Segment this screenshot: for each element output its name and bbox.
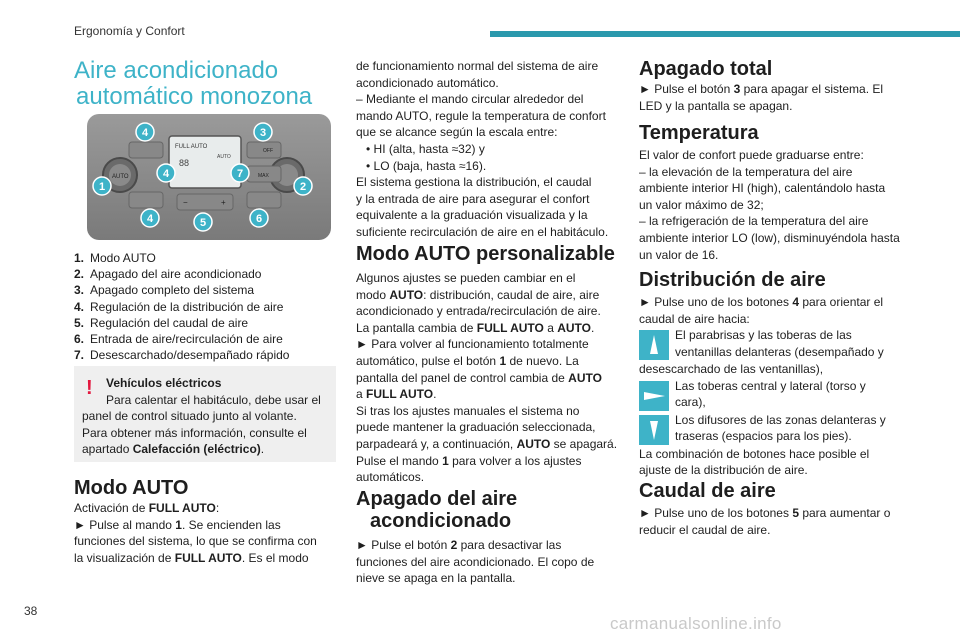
page-title-line1: Aire acondicionado xyxy=(74,57,279,84)
max-button-label: MAX xyxy=(258,173,269,179)
apagado-aire-text: ► Pulse el botón 2 para desactivar las funciones del aire acondicionado. El copo de nieve se apaga en la pantalla. xyxy=(356,538,595,586)
distribution-option-face: Las toberas central y lateral (torso y cara), xyxy=(639,378,907,412)
face-airflow-icon xyxy=(639,381,669,411)
display-full-auto: FULL AUTO xyxy=(175,144,208,150)
callout: 1 xyxy=(98,181,106,193)
heading-modo-auto: Modo AUTO xyxy=(74,477,189,499)
list-item: 6. Entrada de aire/recirculación de aire xyxy=(74,332,283,347)
controls-list xyxy=(74,250,338,363)
callout: 4 xyxy=(146,213,154,225)
header-accent-bar xyxy=(490,31,960,37)
callout: 5 xyxy=(199,217,207,229)
list-item: 7. Desescarchado/desempañado rápido xyxy=(74,348,290,363)
heading-caudal: Caudal de aire xyxy=(639,480,776,502)
modo-auto-continuation: de funcionamiento normal del sistema de aire acondicionado automático. – Mediante el mando circular alrededor del mando AUTO, regule la temperatura de confort que se alcance según la escala entre: • HI (alta, hasta ≈32) y • LO (baja, hasta ≈16). El sistema gestiona la distribución, el caudal y la entrada de aire para asegurar el confort equivalente a la graduación visualizada y la suficiente recirculación de aire en el habitáculo. xyxy=(356,59,609,239)
personalizable-text: Algunos ajustes se pueden cambiar en el modo AUTO: distribución, caudal de aire, aire acondicionado y entrada/recirculación de aire. La pantalla cambia de FULL AUTO a AUTO. ► Para volver al funcionamiento totalmente automático, pulse el botón 1 de nuevo. La pantalla del panel de control cambia de AUTO a FULL AUTO. Si tras los ajustes manuales el sistema no puede mantener la graduación seleccionada, parpadeará y, a continuación, AUTO se apagará. Pulse el mando 1 para volver a los ajustes automáticos. xyxy=(356,271,618,485)
feet-airflow-icon xyxy=(639,415,669,445)
callout: 6 xyxy=(255,213,263,225)
windscreen-airflow-icon xyxy=(639,330,669,360)
callout: 3 xyxy=(259,127,267,139)
off-button-label: OFF xyxy=(263,148,273,154)
display-auto: AUTO xyxy=(217,154,231,160)
temperatura-text: El valor de confort puede graduarse entre: – la elevación de la temperatura del aire ambiente interior HI (high), calentándolo hasta un valor máximo de 32; – la refrigeración de la temperatura del aire ambiente interior LO (low), disminuyéndola hasta un valor de 16. xyxy=(639,148,900,262)
fan-plus: + xyxy=(221,198,226,207)
fan-minus: − xyxy=(183,198,188,207)
callout: 4 xyxy=(162,168,170,180)
list-item: 2. Apagado del aire acondicionado xyxy=(74,267,262,282)
list-item: 1. Modo AUTO xyxy=(74,251,156,265)
distribution-option-feet: Los difusores de las zonas delanteras y traseras (espacios para los pies). xyxy=(639,412,907,446)
callout: 2 xyxy=(299,181,307,193)
warning-text: Para obtener más información, consulte el xyxy=(82,425,307,440)
climate-control-panel-illustration xyxy=(87,114,331,240)
section-header: Ergonomía y Confort xyxy=(74,24,185,38)
list-item: 3. Apagado completo del sistema xyxy=(74,283,255,298)
auto-knob-label: AUTO xyxy=(112,174,129,180)
page-title-line2: automático monozona xyxy=(76,83,313,110)
heading-apagado-aire: Apagado del aire acondicionado xyxy=(356,488,518,532)
callout: 4 xyxy=(141,127,149,139)
display-digits: 88 xyxy=(179,158,190,168)
apagado-total-text: ► Pulse el botón 3 para apagar el sistema. El LED y la pantalla se apagan. xyxy=(639,82,884,113)
warning-box xyxy=(74,366,336,462)
distribucion-text: ► Pulse uno de los botones 4 para orientar el caudal de aire hacia: El parabrisas y las toberas de las ventanillas delanteras (desempañado y desescarchado de las ventanillas), Las toberas central y lateral (torso y cara), Los difusores de las zonas delanteras y traseras (espacios para los pies). La combinación de botones hace posible el ajuste de la distribución de aire. xyxy=(639,294,907,479)
warning-icon: ! xyxy=(86,377,93,399)
warning-text: apartado Calefacción (eléctrico). xyxy=(82,442,265,456)
heading-temperatura: Temperatura xyxy=(639,122,759,144)
page-title xyxy=(74,58,338,110)
heading-apagado-total: Apagado total xyxy=(639,58,773,80)
callout: 7 xyxy=(236,168,244,180)
watermark: carmanualsonline.info xyxy=(610,614,782,633)
caudal-text: ► Pulse uno de los botones 5 para aumentar o reducir el caudal de aire. xyxy=(639,506,891,537)
warning-text: Para calentar el habitáculo, debe usar el xyxy=(106,392,321,407)
warning-title: Vehículos eléctricos xyxy=(106,376,222,390)
distribution-option-windscreen: El parabrisas y las toberas de las ventanillas delanteras (desempañado y xyxy=(639,327,907,361)
page-number: 38 xyxy=(24,604,38,618)
heading-modo-auto-personalizable: Modo AUTO personalizable xyxy=(356,243,615,265)
list-item: 4. Regulación de la distribución de aire xyxy=(74,299,284,314)
modo-auto-text: Activación de FULL AUTO: ► Pulse al mando 1. Se encienden las funciones del sistema, lo que se confirma con la visualización de FULL AUTO. Es el modo xyxy=(74,501,317,565)
list-item: 5. Regulación del caudal de aire xyxy=(74,315,249,330)
heading-distribucion: Distribución de aire xyxy=(639,269,826,291)
warning-text: panel de control situado junto al volante. xyxy=(82,409,297,423)
